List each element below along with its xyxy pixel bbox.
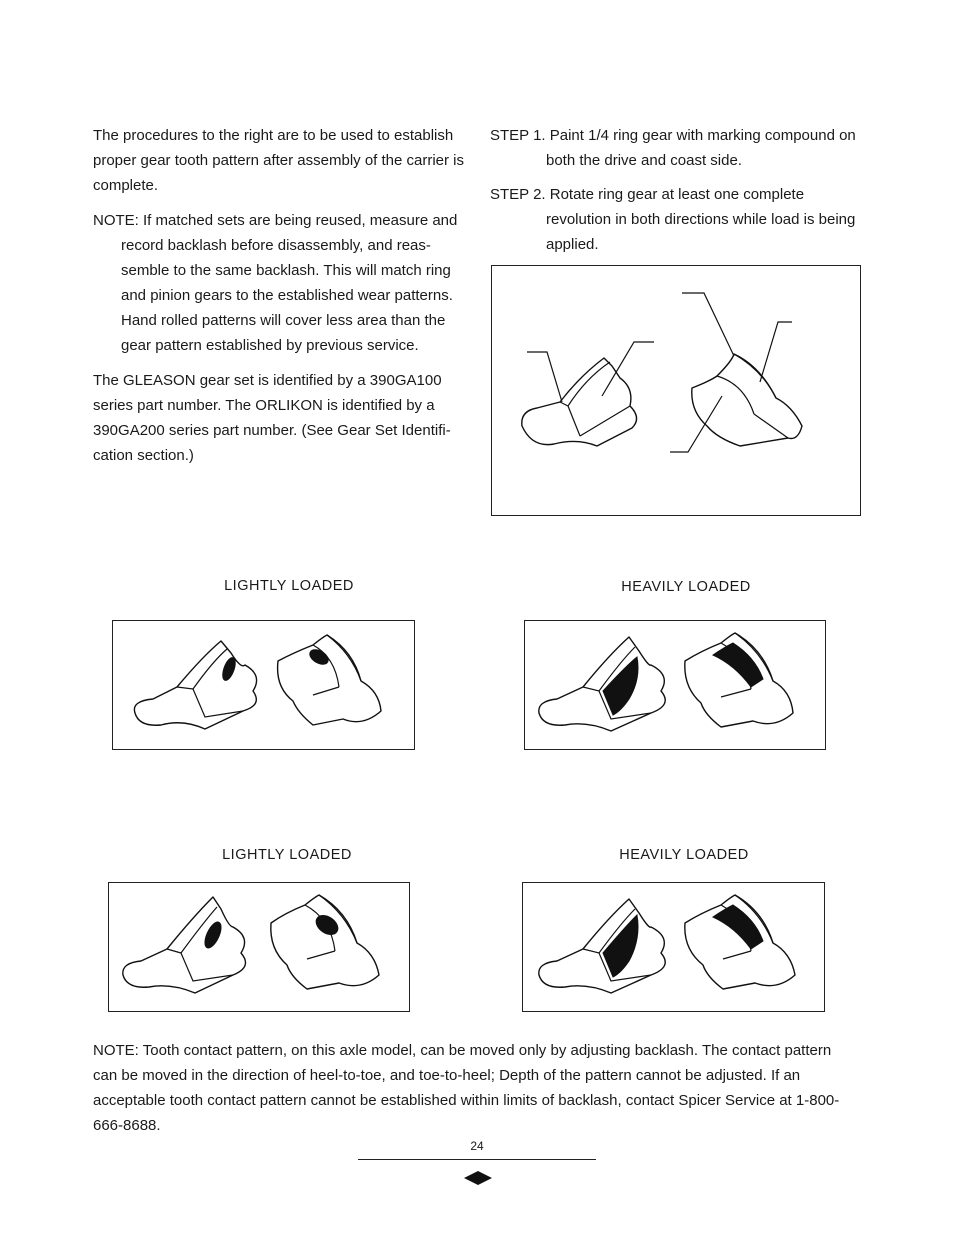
bottom-note: NOTE: Tooth contact pattern, on this axle model, can be moved only by adjusting backlash. The contact pattern can be moved in the direction of heel-to-toe, and toe-to-heel; Depth of the pattern cannot be adjusted. If an acceptable tooth contact pattern cannot be established within limits of backlash, contact Spicer Service at 1-800-666-8688. <box>93 1042 840 1134</box>
lightly-loaded-figure-1 <box>112 620 415 750</box>
right-column <box>490 123 860 257</box>
heavily-loaded-figure-2 <box>522 882 825 1012</box>
caption-lightly-loaded-1: LIGHTLY LOADED <box>224 578 354 594</box>
diamond-logo-icon <box>464 1171 492 1185</box>
heavily-loaded-pattern-2 <box>523 883 824 1011</box>
heavily-loaded-figure-1 <box>524 620 826 750</box>
footer-rule <box>358 1159 596 1160</box>
page-number: 24 <box>470 1139 484 1153</box>
ring-gear-tooth-left <box>522 358 637 446</box>
lightly-loaded-pattern-2 <box>109 883 409 1011</box>
lightly-loaded-figure-2 <box>108 882 410 1012</box>
marking-compound-diagram <box>491 265 861 516</box>
intro-paragraph: The procedures to the right are to be used to establish proper gear tooth pattern after assembly of the carrier is complete. <box>93 127 465 194</box>
ring-gear-tooth-right <box>692 354 802 446</box>
gear-set-identification-paragraph: The GLEASON gear set is identified by a 390GA100 series part number. The ORLIKON is identified by a 390GA200 series part number. (See Gear Set Identifi-cation section.) <box>93 372 451 464</box>
heavily-loaded-pattern-1 <box>525 621 825 749</box>
left-column <box>93 123 468 468</box>
caption-heavily-loaded-2: HEAVILY LOADED <box>619 847 749 863</box>
caption-lightly-loaded-2: LIGHTLY LOADED <box>222 847 352 863</box>
step-1: STEP 1. Paint 1/4 ring gear with marking compound on both the drive and coast side. <box>490 127 856 169</box>
step-2: STEP 2. Rotate ring gear at least one complete revolution in both directions while load is being applied. <box>490 186 856 253</box>
caption-heavily-loaded-1: HEAVILY LOADED <box>621 579 751 595</box>
gear-teeth-illustration <box>492 266 860 515</box>
reuse-note: NOTE: If matched sets are being reused, measure and record backlash before disassembly, and reas-semble to the same backlash. This will match ring and pinion gears to the established wear patterns. Hand rolled patterns will cover less area than the gear pattern established by previous service. <box>93 212 458 354</box>
lightly-loaded-pattern-1 <box>113 621 414 749</box>
